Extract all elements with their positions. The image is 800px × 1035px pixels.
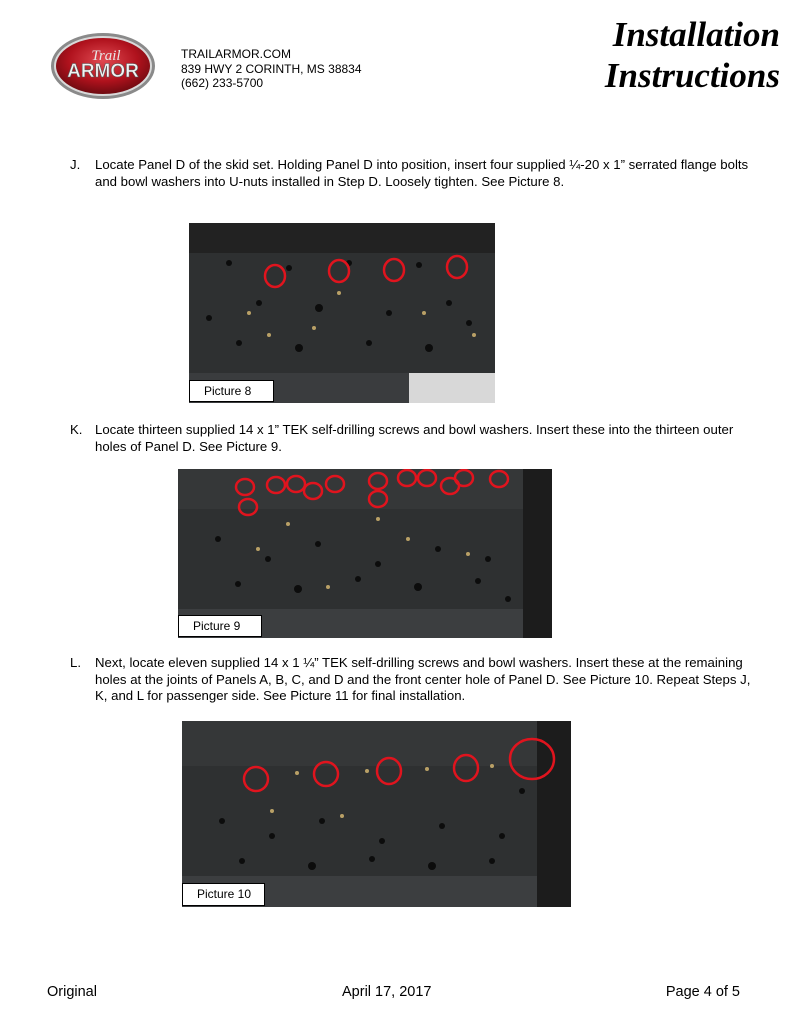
company-website: TRAILARMOR.COM bbox=[181, 47, 292, 61]
step-k bbox=[70, 422, 760, 455]
logo-text-top: Trail bbox=[91, 48, 121, 64]
step-letter: L. bbox=[70, 655, 81, 670]
company-info bbox=[181, 47, 362, 91]
step-text: Next, locate eleven supplied 14 x 1 ¼” TEK self-drilling screws and bowl washers. Insert these at the remaining holes at the joints of Panels A, B, C, and D and the front center hole of Panel D. See Picture 10. Repeat Steps J, K, and L for passenger side. See Picture 11 for final installation. bbox=[95, 655, 751, 703]
title-line-2: Instructions bbox=[604, 56, 780, 95]
step-l bbox=[70, 655, 760, 705]
picture-10-photo bbox=[182, 721, 571, 907]
logo-emblem bbox=[50, 32, 156, 100]
picture-caption: Picture 9 bbox=[178, 615, 262, 637]
picture-8-photo bbox=[189, 223, 495, 403]
company-address: 839 HWY 2 CORINTH, MS 38834 bbox=[181, 61, 362, 76]
footer-page-number: Page 4 of 5 bbox=[665, 984, 740, 1000]
trail-armor-logo bbox=[50, 32, 156, 100]
company-phone: (662) 233-5700 bbox=[181, 76, 264, 90]
step-j bbox=[70, 157, 760, 190]
document-title bbox=[605, 14, 780, 96]
step-text: Locate Panel D of the skid set. Holding Panel D into position, insert four supplied ¼-20 x 1” serrated flange bolts and bowl washers into U-nuts installed in Step D. Loosely tighten. See Picture 8. bbox=[95, 157, 749, 189]
title-line-1: Installation bbox=[612, 15, 780, 54]
step-letter: J. bbox=[70, 157, 81, 172]
picture-9-photo bbox=[178, 469, 552, 638]
footer-left: Original bbox=[47, 984, 97, 1000]
footer-date: April 17, 2017 bbox=[342, 984, 432, 1000]
step-letter: K. bbox=[70, 422, 83, 437]
logo-text-bottom: ARMOR bbox=[67, 61, 139, 82]
picture-caption: Picture 10 bbox=[182, 883, 265, 906]
step-text: Locate thirteen supplied 14 x 1” TEK self-drilling screws and bowl washers. Insert these into the thirteen outer holes of Panel D. See Picture 9. bbox=[95, 422, 734, 454]
picture-caption: Picture 8 bbox=[189, 380, 274, 402]
